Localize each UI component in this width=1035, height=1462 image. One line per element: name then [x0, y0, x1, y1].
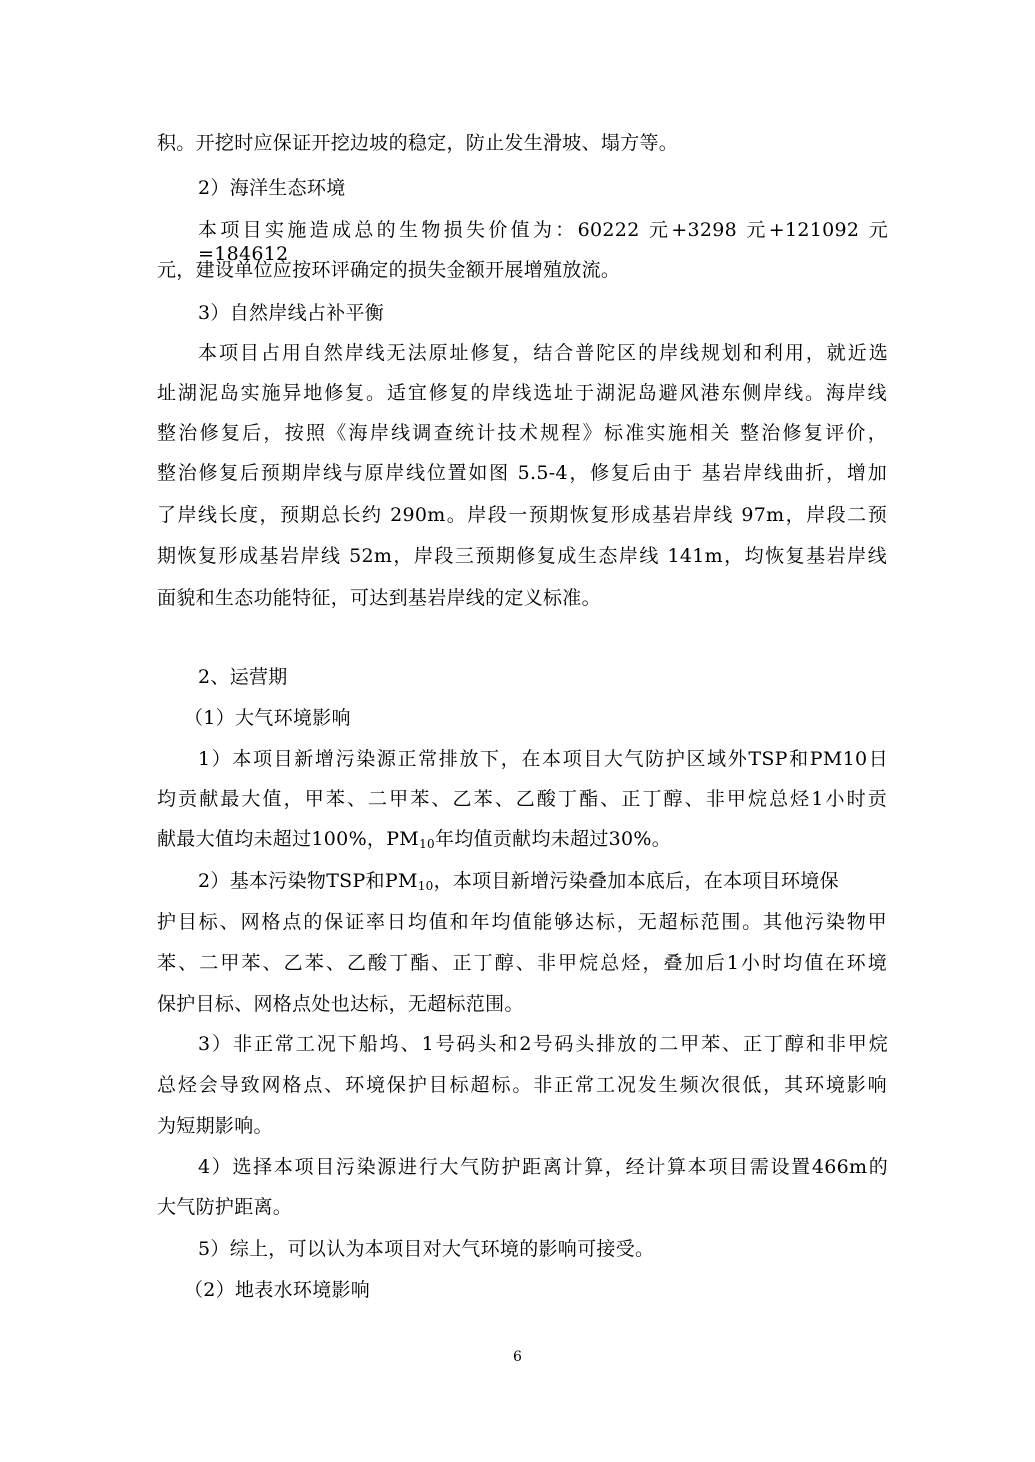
text-line: 期恢复形成基岩岸线 52m，岸段三预期修复成生态岸线 141m，均恢复基岩岸线: [157, 545, 887, 567]
subheading-shoreline-balance: 3）自然岸线占补平衡: [198, 302, 385, 324]
text-line: 苯、二甲苯、乙苯、乙酸丁酯、正丁醇、非甲烷总烃，叠加后1小时均值在环境: [157, 952, 887, 974]
text-line: 3）非正常工况下船坞、1号码头和2号码头排放的二甲苯、正丁醇和非甲烷: [198, 1033, 888, 1055]
subheading-air-environment: （1）大气环境影响: [184, 707, 351, 729]
text-line: 为短期影响。: [157, 1115, 273, 1137]
text-line: 积。开挖时应保证开挖边坡的稳定，防止发生滑坡、塌方等。: [157, 132, 679, 154]
page-number: 6: [513, 1349, 522, 1365]
text-line: 面貌和生态功能特征，可达到基岩岸线的定义标准。: [157, 587, 601, 609]
text-line: 本项目占用自然岸线无法原址修复，结合普陀区的岸线规划和利用，就近选: [198, 342, 888, 364]
text-line: 均贡献最大值，甲苯、二甲苯、乙苯、乙酸丁酯、正丁醇、非甲烷总烃1小时贡: [157, 788, 887, 810]
text-line: 护目标、网格点的保证率日均值和年均值能够达标，无超标范围。其他污染物甲: [157, 911, 887, 933]
text-line: 了岸线长度，预期总长约 290m。岸段一预期恢复形成基岩岸线 97m，岸段二预: [157, 504, 887, 526]
text-line: 2）基本污染物TSP和$PM_{10}$，本项目新增污染叠加本底后，在本项目环境保: [198, 870, 839, 893]
text-line: 5）综上，可以认为本项目对大气环境的影响可接受。: [198, 1238, 655, 1260]
text-line: 址湖泥岛实施异地修复。适宜修复的岸线选址于湖泥岛避风港东侧岸线。海岸线: [157, 382, 887, 404]
text-line: 献最大值均未超过100%，$PM_{10}$年均值贡献均未超过30%。: [157, 828, 672, 851]
text-line: 整治修复后预期岸线与原岸线位置如图 5.5-4，修复后由于 基岩岸线曲折，增加: [157, 462, 887, 484]
section-heading-operation-period: 2、运营期: [198, 666, 288, 688]
text-line: 1）本项目新增污染源正常排放下，在本项目大气防护区域外TSP和PM10日: [198, 748, 888, 770]
text-line: 大气防护距离。: [157, 1196, 293, 1218]
text-line: 元，建设单位应按环评确定的损失金额开展增殖放流。: [157, 259, 621, 281]
subheading-marine-ecology: 2）海洋生态环境: [198, 177, 346, 199]
text-line: 4）选择本项目污染源进行大气防护距离计算，经计算本项目需设置466m的: [198, 1156, 888, 1178]
text-line: 整治修复后，按照《海岸线调查统计技术规程》标准实施相关 整治修复评价，: [157, 422, 887, 444]
text-line: 保护目标、网格点处也达标，无超标范围。: [157, 993, 524, 1015]
text-line: 本项目实施造成总的生物损失价值为：60222 元+3298 元+121092 元=184612: [198, 219, 888, 265]
text-line: 总烃会导致网格点、环境保护目标超标。非正常工况发生频次很低，其环境影响: [157, 1074, 887, 1096]
subheading-surface-water: （2）地表水环境影响: [184, 1279, 371, 1301]
